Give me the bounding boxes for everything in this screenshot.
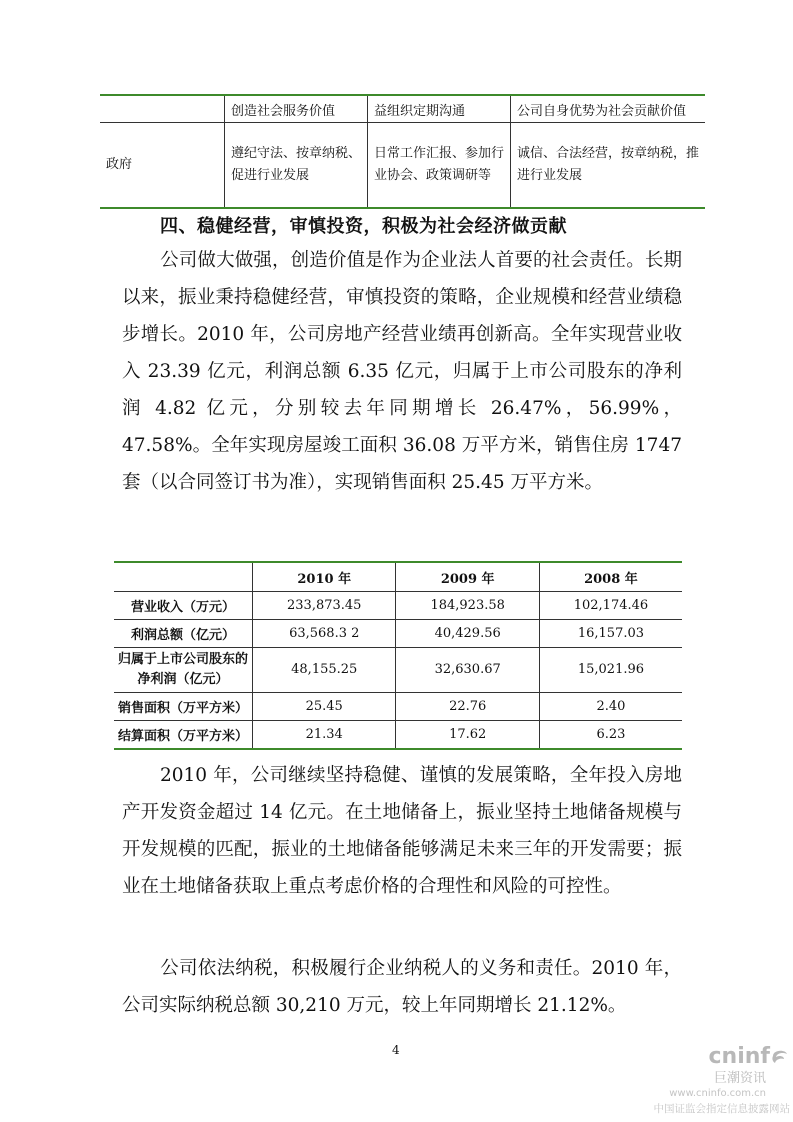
watermark-name: 巨潮资讯 bbox=[713, 1071, 766, 1086]
row-label: 利润总额（亿元） bbox=[114, 620, 253, 648]
table-cell: 32,630.67 bbox=[396, 648, 539, 693]
table-header: 2009 年 bbox=[396, 562, 539, 592]
watermark-url: www.cninfo.com.cn bbox=[669, 1088, 766, 1099]
paragraph-tax bbox=[122, 950, 682, 1024]
paragraph-performance bbox=[122, 242, 682, 501]
table-cell: 233,873.45 bbox=[253, 592, 396, 620]
row-label: 归属于上市公司股东的净利润（亿元） bbox=[114, 648, 253, 693]
watermark-site: 中国证监会指定信息披露网站 bbox=[653, 1103, 790, 1115]
table-cell: 40,429.56 bbox=[396, 620, 539, 648]
paragraph-text: 公司做大做强，创造价值是作为企业法人首要的社会责任。长期以来，振业秉持稳健经营，审慎投资的策略，企业规模和经营业绩稳步增长。2010 年，公司房地产经营业绩再创新高。全年实现营业收入 23.39 亿元，利润总额 6.35 亿元，归属于上市公司股东的净利润 4.82 亿元，分别较去年同期增长 26.47%，56.99%，47.58%。全年实现房屋竣工面积 36.08 万平方米，销售住房 1747 套（以合同签订书为准），实现销售面积 25.45 万平方米。 bbox=[122, 250, 682, 493]
table-cell: 创造社会服务价值 bbox=[225, 95, 368, 123]
table-cell: 63,568.3 2 bbox=[253, 620, 396, 648]
table-header bbox=[114, 562, 253, 592]
table-row bbox=[114, 620, 682, 648]
paragraph-text: 2010 年，公司继续坚持稳健、谨慎的发展策略，全年投入房地产开发资金超过 14 亿元。在土地储备上，振业坚持土地储备规模与开发规模的匹配，振业的土地储备能够满足未来三年的开发需要；振业在土地储备获取上重点考虑价格的合理性和风险的可控性。 bbox=[122, 765, 682, 897]
table-cell: 16,157.03 bbox=[539, 620, 682, 648]
table-row bbox=[114, 648, 682, 693]
table-cell: 6.23 bbox=[539, 721, 682, 750]
table-row bbox=[100, 95, 705, 123]
row-label: 销售面积（万平方米） bbox=[114, 693, 253, 721]
table-header: 2008 年 bbox=[539, 562, 682, 592]
financial-table bbox=[114, 561, 682, 750]
stakeholder-table bbox=[100, 94, 705, 209]
table-cell: 22.76 bbox=[396, 693, 539, 721]
table-cell: 政府 bbox=[100, 123, 225, 209]
table-cell: 21.34 bbox=[253, 721, 396, 750]
row-label: 营业收入（万元） bbox=[114, 592, 253, 620]
watermark bbox=[640, 1044, 790, 1116]
table-header: 2010 年 bbox=[253, 562, 396, 592]
paragraph-investment bbox=[122, 757, 682, 905]
table-cell: 公司自身优势为社会贡献价值 bbox=[511, 95, 706, 123]
table-cell bbox=[100, 95, 225, 123]
table-cell: 17.62 bbox=[396, 721, 539, 750]
row-label: 结算面积（万平方米） bbox=[114, 721, 253, 750]
section-heading: 四、稳健经营，审慎投资，积极为社会经济做贡献 bbox=[160, 216, 567, 237]
table-cell: 184,923.58 bbox=[396, 592, 539, 620]
page-number: 4 bbox=[392, 1043, 400, 1057]
table-header-row bbox=[114, 562, 682, 592]
paragraph-text: 公司依法纳税，积极履行企业纳税人的义务和责任。2010 年，公司实际纳税总额 30,210 万元，较上年同期增长 21.12%。 bbox=[122, 958, 682, 1016]
logo-text: cninf bbox=[708, 1044, 770, 1069]
table-row bbox=[114, 592, 682, 620]
watermark-logo bbox=[640, 1044, 790, 1069]
table-row bbox=[114, 721, 682, 750]
table-row bbox=[114, 693, 682, 721]
table-cell: 遵纪守法、按章纳税、促进行业发展 bbox=[225, 123, 368, 209]
table-cell: 日常工作汇报、参加行业协会、政策调研等 bbox=[368, 123, 511, 209]
swirl-icon bbox=[770, 1047, 790, 1065]
table-cell: 2.40 bbox=[539, 693, 682, 721]
table-cell: 益组织定期沟通 bbox=[368, 95, 511, 123]
table-cell: 102,174.46 bbox=[539, 592, 682, 620]
table-cell: 15,021.96 bbox=[539, 648, 682, 693]
table-cell: 诚信、合法经营，按章纳税，推进行业发展 bbox=[511, 123, 706, 209]
table-cell: 25.45 bbox=[253, 693, 396, 721]
table-cell: 48,155.25 bbox=[253, 648, 396, 693]
table-row bbox=[100, 123, 705, 209]
